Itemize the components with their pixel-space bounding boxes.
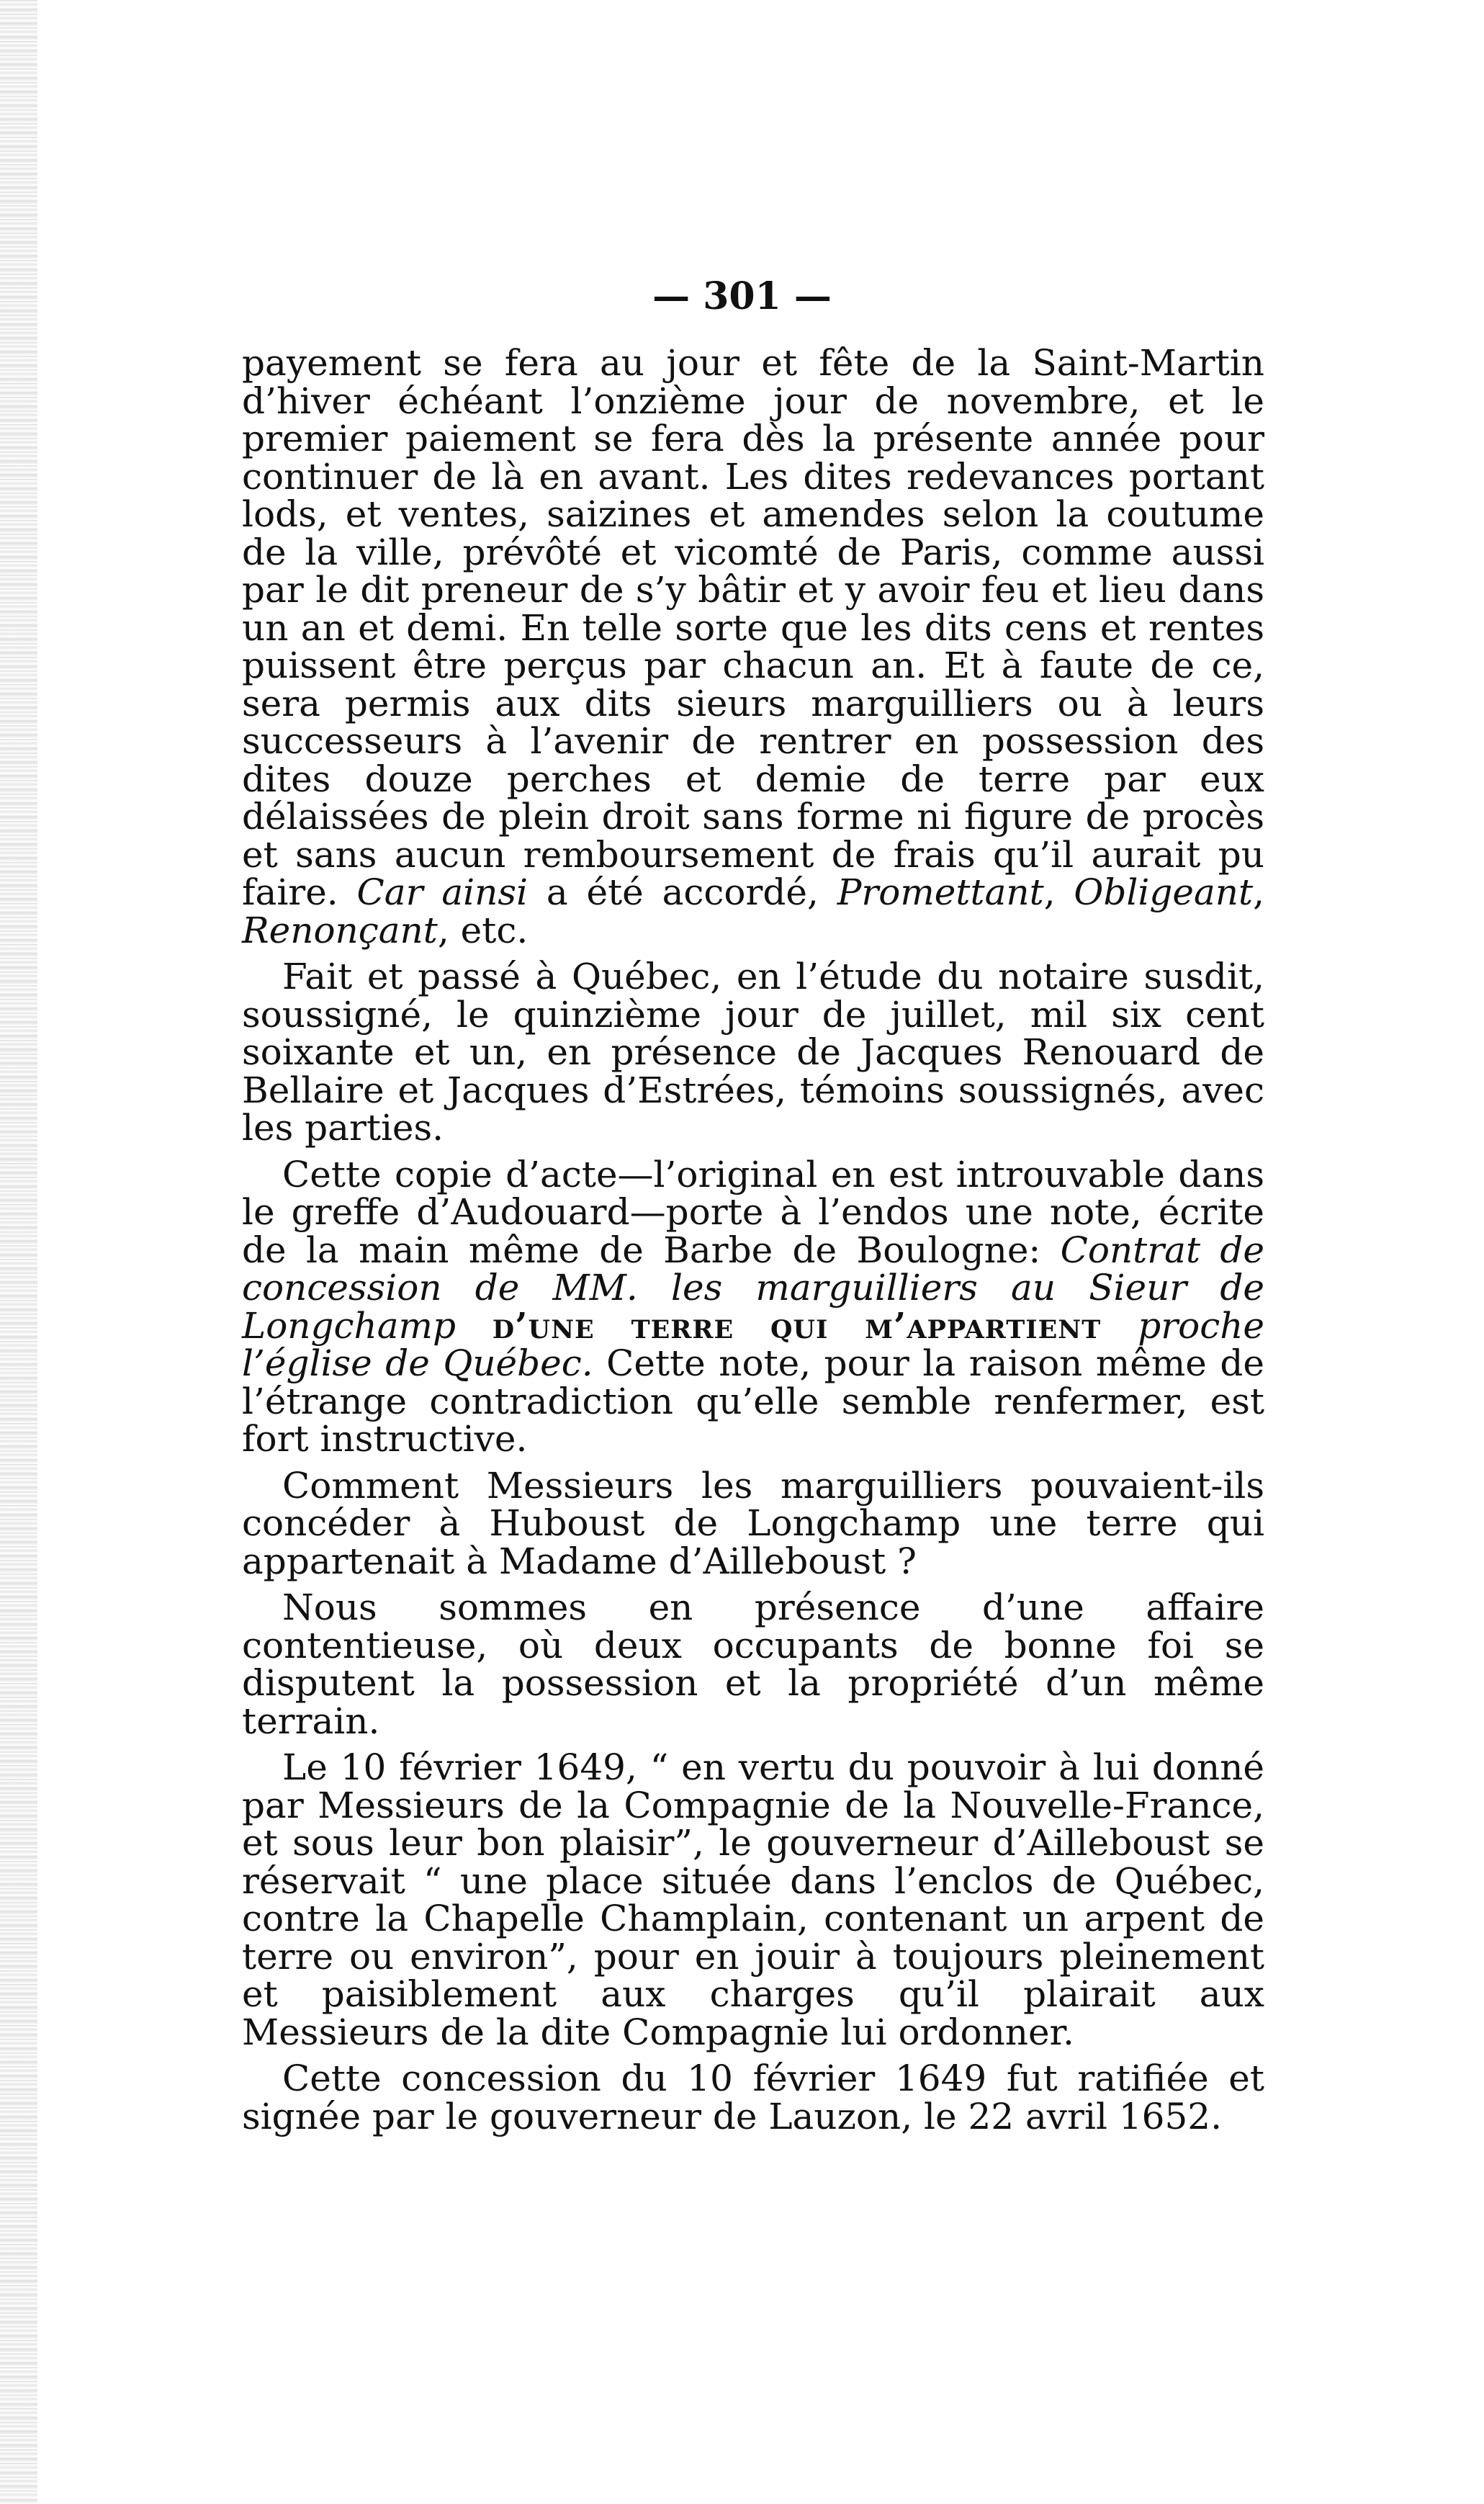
- text-run: Comment Messieurs les marguilliers pouvaient-ils concéder à Huboust de Longchamp une terre qui appartenait à Madame d’Ailleboust ?: [242, 1464, 1264, 1582]
- text-run: Cette note, pour la raison même de l’étrange contradiction qu’elle semble renfermer, est fort instructive.: [242, 1342, 1265, 1460]
- paragraph-7: [242, 2060, 1264, 2135]
- italic-run: proche l’église de Québec.: [242, 1304, 1264, 1384]
- text-run: payement se fera au jour et fête de la Saint-Martin d’hiver échéant l’onzième jour de novembre, et le premier paiement se fera dès la présente année pour continuer de là en avant. Les dites redevances portant lods, et ventes, saizines et amendes selon la coutume de la ville, prévôté et vicomté de Paris, comme aussi par le dit preneur de s’y bâtir et y avoir feu et lieu dans un an et demi. En telle sorte que les dits cens et rentes puissent être perçus par chacun an. Et à faute de ce, sera permis aux dits sieurs marguilliers ou à leurs successeurs à l’avenir de rentrer en possession des dites douze perches et demie de terre par eux délaissées de plein droit sans forme ni figure de procès et sans aucun remboursement de frais qu’il aurait pu faire.: [242, 342, 1264, 913]
- italic-run: Renonçant: [242, 909, 438, 951]
- text-run: Fait et passé à Québec, en l’étude du notaire susdit, soussigné, le quinzième jour de juillet, mil six cent soixante et un, en présence de Jacques Renouard de Bellaire et Jacques d’Estrées, témoins soussignés, avec les parties.: [242, 956, 1264, 1149]
- italic-run: Car ainsi: [356, 871, 528, 913]
- text-run: Le 10 février 1649, “ en vertu du pouvoir à lui donné par Messieurs de la Compagnie de la Nouvelle-France, et sous leur bon plaisir”, le gouverneur d’Ailleboust se réservait “ une place située dans l’enclos de Québec, contre la Chapelle Champlain, contenant un arpent de terre ou environ”, pour en jouir à toujours pleinement et paisiblement aux charges qu’il plairait aux Messieurs de la dite Compagnie lui ordonner.: [242, 1746, 1264, 2053]
- italic-run: Contrat de concession de MM. les marguilliers au Sieur de Longchamp: [242, 1229, 1264, 1347]
- paragraph-6: [242, 1746, 1264, 2053]
- paragraph-4: [242, 1464, 1264, 1582]
- text-run: Nous sommes en présence d’une affaire contentieuse, où deux occupants de bonne foi se disputent la possession et la propriété d’un même terrain.: [242, 1587, 1264, 1742]
- paragraph-3: [242, 1153, 1265, 1460]
- italic-run: Obligeant: [1074, 871, 1254, 913]
- text-run: ,: [1043, 871, 1074, 913]
- text-run: a été accordé,: [528, 871, 837, 913]
- text-run: Cette concession du 10 février 1649 fut ratifiée et signée par le gouverneur de Lauzon, le 22 avril 1652.: [242, 2058, 1264, 2137]
- text-run: ,: [1253, 871, 1265, 913]
- text-run: Cette copie d’acte—l’original en est introuvable dans le greffe d’Audouard—porte à l’endos une note, écrite de la main même de Barbe de Boulogne:: [242, 1153, 1264, 1271]
- paragraph-5: [242, 1589, 1264, 1740]
- paragraph-1: [242, 344, 1264, 949]
- text-run: , etc.: [437, 909, 529, 951]
- body-text: [242, 344, 1264, 2144]
- italic-run: Promettant: [837, 871, 1044, 913]
- page-edge-shadow: [0, 0, 37, 2504]
- page-number: — 301 —: [652, 274, 832, 318]
- small-caps-run: d’une terre qui m’appartient: [455, 1303, 1138, 1347]
- paragraph-2: [242, 958, 1264, 1147]
